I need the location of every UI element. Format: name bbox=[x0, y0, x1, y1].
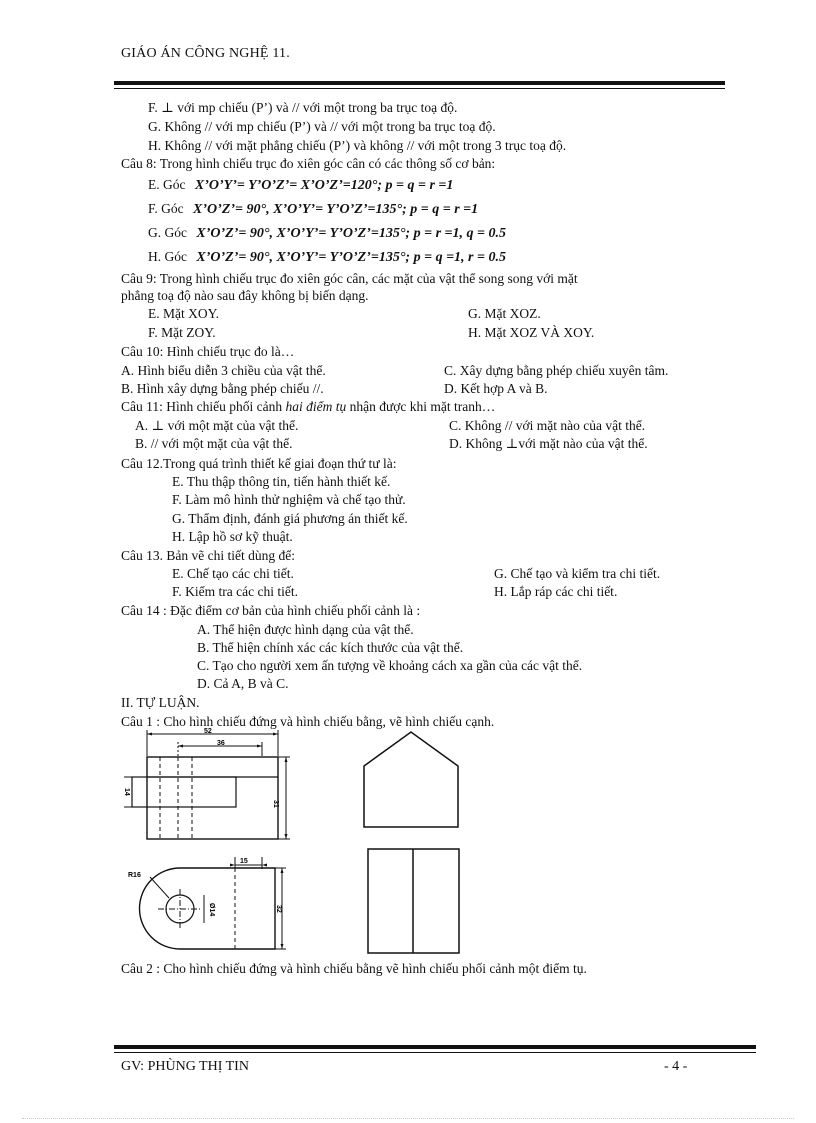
top-profile-drawing bbox=[367, 848, 461, 956]
footer-rule-thick bbox=[114, 1045, 756, 1049]
q9-question-line2: phẳng toạ độ nào sau đây không bị biến dạng. bbox=[121, 288, 369, 303]
q8-option-e-formula: X’O’Y’= Y’O’Z’= X’O’Z’=120°; p = q = r =1 bbox=[194, 178, 454, 193]
q8-option-h-label: H. Góc bbox=[148, 249, 187, 264]
q14-question: Câu 14 : Đặc điểm cơ bản của hình chiếu phối cảnh là : bbox=[121, 603, 421, 618]
footer-page-number: - 4 - bbox=[664, 1059, 688, 1074]
dim-slot-label: 14 bbox=[123, 788, 130, 796]
q8-option-e-label: E. Góc bbox=[148, 177, 186, 192]
q10-option-c: C. Xây dựng bằng phép chiếu xuyên tâm. bbox=[444, 363, 669, 378]
q14-option-b: B. Thể hiện chính xác các kích thước của vật thể. bbox=[197, 640, 464, 655]
q11-option-a: A. ⊥ với một mặt của vật thể. bbox=[135, 418, 299, 433]
q7-option-f: F. ⊥ với mp chiếu (P’) và // với một trong ba trục toạ độ. bbox=[148, 100, 458, 115]
q11-option-c: C. Không // với mặt nào của vật thể. bbox=[449, 418, 646, 433]
q9-option-h: H. Mặt XOZ VÀ XOY. bbox=[468, 325, 595, 340]
q7-option-h: H. Không // với mặt phẳng chiếu (P’) và không // với một trong 3 trục toạ độ. bbox=[148, 138, 567, 153]
q9-option-g: G. Mặt XOZ. bbox=[468, 306, 541, 321]
top-view-drawing bbox=[128, 855, 288, 955]
q13-option-g: G. Chế tạo và kiểm tra chi tiết. bbox=[494, 566, 661, 581]
q13-option-f: F. Kiểm tra các chi tiết. bbox=[172, 584, 298, 599]
q12-question: Câu 12.Trong quá trình thiết kế giai đoạn thứ tư là: bbox=[121, 456, 397, 471]
page-header-title: GIÁO ÁN CÔNG NGHỆ 11. bbox=[121, 46, 290, 61]
q14-option-a: A. Thể hiện được hình dạng của vật thể. bbox=[197, 622, 414, 637]
side-profile-drawing bbox=[362, 730, 462, 830]
q7-option-g: G. Không // với mp chiếu (P’) và // với một trong ba trục toạ độ. bbox=[148, 119, 496, 134]
q8-question: Câu 8: Trong hình chiếu trục đo xiên góc cân có các thông số cơ bản: bbox=[121, 156, 496, 171]
q11-question-pre: Câu 11: Hình chiếu phối cảnh bbox=[121, 399, 286, 414]
q12-option-f: F. Làm mô hình thử nghiệm và chế tạo thử. bbox=[172, 492, 406, 507]
dim-width-inner-label: 36 bbox=[217, 740, 225, 747]
dim-radius-label: R16 bbox=[128, 872, 141, 879]
q12-option-g: G. Thẩm định, đánh giá phương án thiết kế. bbox=[172, 511, 408, 526]
q8-option-f-formula: X’O’Z’= 90°, X’O’Y’= Y’O’Z’=135°; p = q = r =1 bbox=[193, 202, 479, 217]
q9-option-e: E. Mặt XOY. bbox=[148, 306, 220, 321]
footer-teacher: GV: PHÙNG THỊ TIN bbox=[121, 1059, 249, 1074]
q12-option-h: H. Lập hồ sơ kỹ thuật. bbox=[172, 529, 293, 544]
header-rule-thin bbox=[114, 88, 725, 89]
dim-offset-label: 15 bbox=[240, 858, 248, 865]
q8-option-e bbox=[148, 176, 453, 194]
dim-depth-label: 32 bbox=[275, 905, 282, 913]
q8-option-h bbox=[148, 248, 506, 266]
essay-question-2: Câu 2 : Cho hình chiếu đứng và hình chiếu bằng vẽ hình chiếu phối cảnh một điểm tụ. bbox=[121, 961, 587, 976]
front-view-drawing bbox=[122, 728, 292, 843]
page-edge bbox=[22, 1118, 794, 1119]
q8-option-f bbox=[148, 200, 478, 218]
q10-option-b: B. Hình xây dựng bằng phép chiếu //. bbox=[121, 381, 324, 396]
q10-option-a: A. Hình biểu diễn 3 chiều của vật thể. bbox=[121, 363, 326, 378]
q8-option-g-formula: X’O’Z’= 90°, X’O’Y’= Y’O’Z’=135°; p = r =1, q = 0.5 bbox=[196, 226, 506, 241]
q11-option-b: B. // với một mặt của vật thể. bbox=[135, 436, 293, 451]
q13-option-e: E. Chế tạo các chi tiết. bbox=[172, 566, 294, 581]
dim-height-label: 31 bbox=[272, 800, 279, 808]
q11-question-post: nhận được khi mặt tranh… bbox=[346, 399, 496, 414]
q13-question: Câu 13. Bản vẽ chi tiết dùng để: bbox=[121, 548, 295, 563]
essay-question-1: Câu 1 : Cho hình chiếu đứng và hình chiếu bằng, vẽ hình chiếu cạnh. bbox=[121, 714, 495, 729]
dim-width-outer-label: 52 bbox=[204, 728, 212, 735]
q10-question: Câu 10: Hình chiếu trục đo là… bbox=[121, 344, 295, 359]
q10-option-d: D. Kết hợp A và B. bbox=[444, 381, 548, 396]
q8-option-h-formula: X’O’Z’= 90°, X’O’Y’= Y’O’Z’=135°; p = q =1, r = 0.5 bbox=[196, 250, 506, 265]
q8-option-g-label: G. Góc bbox=[148, 225, 187, 240]
section-title-essay: II. TỰ LUẬN. bbox=[121, 695, 200, 710]
header-rule-thick bbox=[114, 81, 725, 85]
q11-question bbox=[121, 398, 495, 415]
q8-option-g bbox=[148, 224, 506, 242]
footer-rule-thin bbox=[114, 1052, 756, 1053]
q9-question-line1: Câu 9: Trong hình chiếu trục đo xiên góc cân, các mặt của vật thể song song với mặt bbox=[121, 271, 578, 286]
q9-option-f: F. Mặt ZOY. bbox=[148, 325, 216, 340]
dim-hole-label: Ø14 bbox=[208, 903, 215, 917]
q11-option-d: D. Không ⊥với mặt nào của vật thể. bbox=[449, 436, 648, 451]
q11-question-italic: hai điểm tụ bbox=[285, 399, 347, 414]
q13-option-h: H. Lắp ráp các chi tiết. bbox=[494, 584, 618, 599]
q14-option-d: D. Cả A, B và C. bbox=[197, 676, 289, 691]
q14-option-c: C. Tạo cho người xem ấn tượng về khoảng cách xa gần của các vật thể. bbox=[197, 658, 583, 673]
q12-option-e: E. Thu thập thông tin, tiến hành thiết kế. bbox=[172, 474, 391, 489]
q8-option-f-label: F. Góc bbox=[148, 201, 184, 216]
